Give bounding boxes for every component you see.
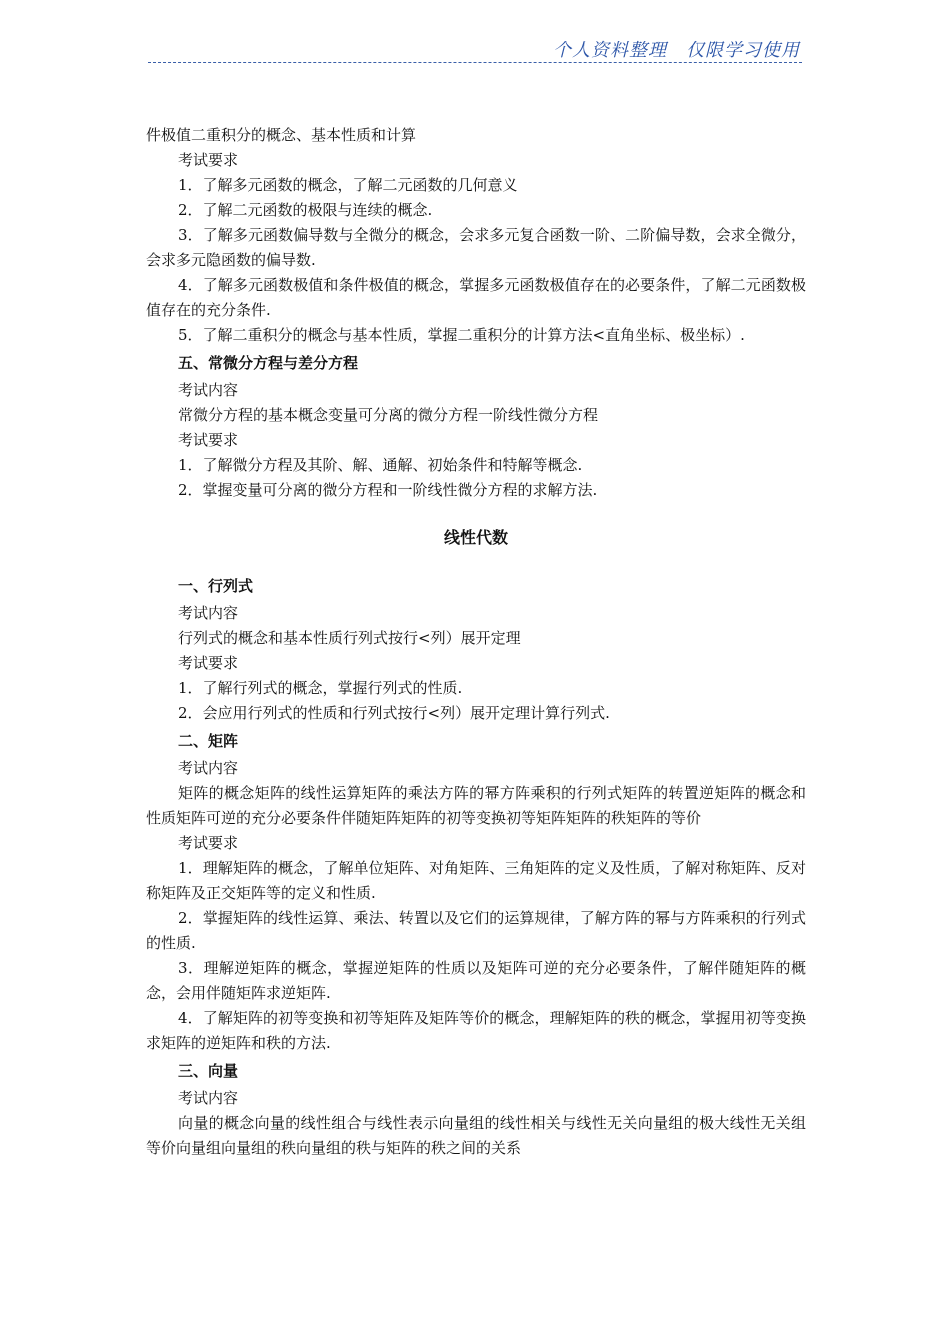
paragraph: 2．了解二元函数的极限与连续的概念. bbox=[178, 201, 433, 219]
paragraph: 考试要求 bbox=[178, 151, 239, 169]
paragraph: 向量的概念向量的线性组合与线性表示向量组的线性相关与线性无关向量组的极大线性无关组等价向量组向量组的秩向量组的秩与矩阵的秩之间的关系 bbox=[146, 1114, 806, 1157]
paragraph: 件极值二重积分的概念、基本性质和计算 bbox=[146, 126, 417, 144]
page-header bbox=[148, 36, 802, 63]
paragraph: 考试要求 bbox=[178, 834, 239, 852]
paragraph: 4．了解矩阵的初等变换和初等矩阵及矩阵等价的概念，理解矩阵的秩的概念，掌握用初等变换求矩阵的逆矩阵和秩的方法. bbox=[146, 1009, 806, 1052]
paragraph: 5．了解二重积分的概念与基本性质，掌握二重积分的计算方法<直角坐标、极坐标）. bbox=[178, 326, 745, 344]
paragraph: 考试内容 bbox=[178, 1089, 239, 1107]
paragraph: 1．理解矩阵的概念，了解单位矩阵、对角矩阵、三角矩阵的定义及性质，了解对称矩阵、反对称矩阵及正交矩阵等的定义和性质. bbox=[146, 859, 806, 902]
paragraph: 3．理解逆矩阵的概念，掌握逆矩阵的性质以及矩阵可逆的充分必要条件，了解伴随矩阵的概念，会用伴随矩阵求逆矩阵. bbox=[146, 959, 806, 1002]
paragraph: 考试要求 bbox=[178, 654, 239, 672]
paragraph: 2．掌握矩阵的线性运算、乘法、转置以及它们的运算规律，了解方阵的幂与方阵乘积的行列式的性质. bbox=[146, 909, 806, 952]
paragraph: 3．了解多元函数偏导数与全微分的概念，会求多元复合函数一阶、二阶偏导数，会求全微分，会求多元隐函数的偏导数. bbox=[146, 226, 806, 269]
section-heading: 二、矩阵 bbox=[178, 732, 239, 750]
paragraph: 2．掌握变量可分离的微分方程和一阶线性微分方程的求解方法. bbox=[178, 481, 598, 499]
paragraph: 矩阵的概念矩阵的线性运算矩阵的乘法方阵的幂方阵乘积的行列式矩阵的转置逆矩阵的概念和性质矩阵可逆的充分必要条件伴随矩阵矩阵的初等变换初等矩阵矩阵的秩矩阵的等价 bbox=[146, 784, 806, 827]
paragraph: 考试内容 bbox=[178, 381, 239, 399]
paragraph: 2．会应用行列式的性质和行列式按行<列）展开定理计算行列式. bbox=[178, 704, 610, 722]
paragraph: 考试内容 bbox=[178, 759, 239, 777]
paragraph: 行列式的概念和基本性质行列式按行<列）展开定理 bbox=[178, 629, 521, 647]
paragraph: 1．了解微分方程及其阶、解、通解、初始条件和特解等概念. bbox=[178, 456, 583, 474]
chapter-title: 线性代数 bbox=[443, 528, 508, 547]
document-body bbox=[146, 123, 806, 1161]
paragraph: 考试内容 bbox=[178, 604, 239, 622]
paragraph: 4．了解多元函数极值和条件极值的概念，掌握多元函数极值存在的必要条件，了解二元函数极值存在的充分条件. bbox=[146, 276, 806, 319]
section-heading: 五、常微分方程与差分方程 bbox=[178, 354, 359, 372]
paragraph: 1．了解行列式的概念，掌握行列式的性质. bbox=[178, 679, 463, 697]
section-heading: 三、向量 bbox=[178, 1062, 239, 1080]
paragraph: 1．了解多元函数的概念，了解二元函数的几何意义 bbox=[178, 176, 518, 194]
header-text: 个人资料整理 仅限学习使用 bbox=[553, 40, 800, 61]
paragraph: 常微分方程的基本概念变量可分离的微分方程一阶线性微分方程 bbox=[178, 406, 599, 424]
section-heading: 一、行列式 bbox=[178, 577, 254, 595]
paragraph: 考试要求 bbox=[178, 431, 239, 449]
